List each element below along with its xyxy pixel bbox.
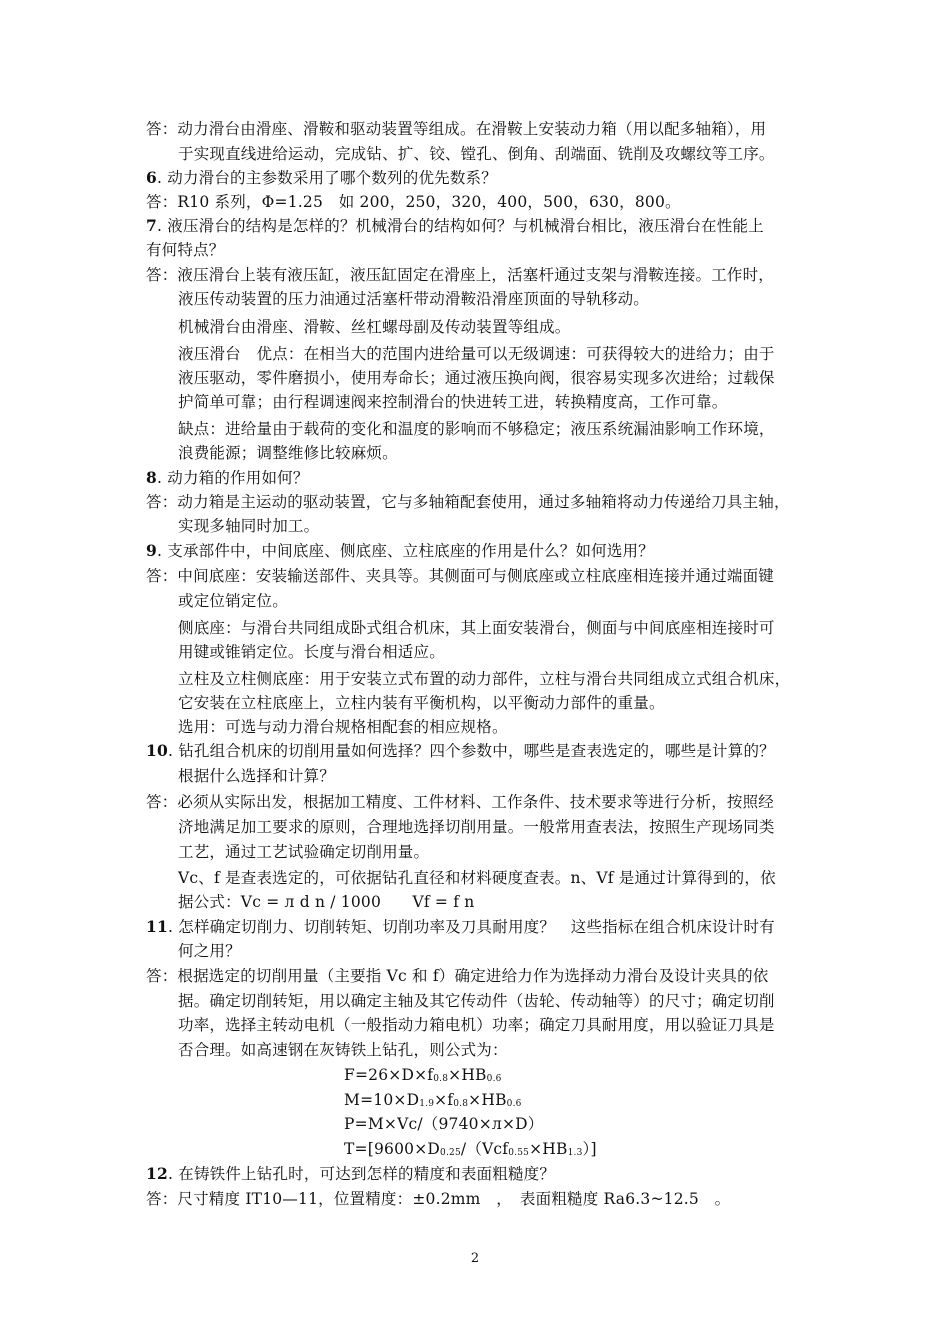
- question-line: 有何特点？: [146, 241, 225, 259]
- answer-line: 济地满足加工要求的原则，合理地选择切削用量。一般常用查表法，按照生产现场同类: [178, 818, 775, 836]
- formula-tool-life: $T=[9600\times D_{0.25}/(Vcf_{0.55}\times HB_{1.3})]$: [344, 1140, 597, 1158]
- answer-line: 液压驱动，零件磨损小，使用寿命长；通过液压换向阀，很容易实现多次进给；过载保: [178, 369, 775, 387]
- question-line: 何之用？: [178, 942, 241, 960]
- answer-line: Vc、f 是查表选定的，可依据钻孔直径和材料硬度查表。n、Vf 是通过计算得到的，依: [178, 869, 776, 887]
- answer-line: 立柱及立柱侧底座：用于安装立式布置的动力部件，立柱与滑台共同组成立式组合机床，: [178, 670, 791, 688]
- answer-line: 答：中间底座：安装输送部件、夹具等。其侧面可与侧底座或立柱底座相连接并通过端面键: [146, 567, 775, 585]
- answer-line: 侧底座：与滑台共同组成卧式组合机床，其上面安装滑台，侧面与中间底座相连接时可: [178, 619, 775, 637]
- answer-line: 答：动力箱是主运动的驱动装置，它与多轴箱配套使用，通过多轴箱将动力传递给刀具主轴，: [146, 493, 790, 511]
- formula-force: $F=26\times D\times f_{0.8}\times HB_{0.6}$: [344, 1066, 502, 1084]
- question-7: 7. 液压滑台的结构是怎样的？机械滑台的结构如何？与机械滑台相比，液压滑台在性能上: [146, 216, 764, 235]
- answer-line: 浪费能源；调整维修比较麻烦。: [178, 444, 398, 462]
- question-line: 根据什么选择和计算？: [178, 767, 336, 785]
- page-number: 2: [470, 1251, 480, 1266]
- answer-line: 护简单可靠；由行程调速阀来控制滑台的快进转工进，转换精度高，工作可靠。: [178, 393, 728, 411]
- question-12: 12. 在铸铁件上钻孔时，可达到怎样的精度和表面粗糙度？: [146, 1164, 556, 1183]
- answer-line: 用键或锥销定位。长度与滑台相适应。: [178, 643, 445, 661]
- formula-torque: $M=10\times D_{1.9}\times f_{0.8}\times HB_{0.6}$: [344, 1091, 522, 1109]
- answer-line: 答：必须从实际出发，根据加工精度、工件材料、工作条件、技术要求等进行分析，按照经: [146, 793, 775, 811]
- answer-line: 选用：可选与动力滑台规格相配套的相应规格。: [178, 718, 508, 736]
- answer-line: 实现多轴同时加工。: [178, 517, 320, 535]
- answer-line: 于实现直线进给运动，完成钻、扩、铰、镗孔、倒角、刮端面、铣削及攻螺纹等工序。: [178, 145, 775, 163]
- answer-line: 答：动力滑台由滑座、滑鞍和驱动装置等组成。在滑鞍上安装动力箱（用以配多轴箱），用: [146, 120, 767, 138]
- answer-line: 工艺，通过工艺试验确定切削用量。: [178, 843, 430, 861]
- question-10: 10. 钻孔组合机床的切削用量如何选择？四个参数中，哪些是查表选定的，哪些是计算的？: [146, 741, 775, 760]
- answer-line: 否合理。如高速钢在灰铸铁上钻孔，则公式为：: [178, 1041, 508, 1059]
- answer-line: 据。确定切削转矩，用以确定主轴及其它传动件（齿轮、传动轴等）的尺寸；确定切削: [178, 992, 775, 1010]
- answer-line: 据公式：Vc = л d n / 1000 Vf = f n: [178, 893, 475, 911]
- answer-line: 液压滑台 优点：在相当大的范围内进给量可以无级调速：可获得较大的进给力；由于: [178, 345, 775, 363]
- answer-line: 答：R10 系列，Φ=1.25 如 200，250，320，400，500，630，800。: [146, 193, 681, 211]
- answer-line: 液压传动装置的压力油通过活塞杆带动滑鞍沿滑座顶面的导轨移动。: [178, 290, 650, 308]
- answer-line: 功率，选择主转动电机（一般指动力箱电机）功率；确定刀具耐用度，用以验证刀具是: [178, 1016, 775, 1034]
- answer-line: 答：根据选定的切削用量（主要指 Vc 和 f）确定进给力作为选择动力滑台及设计夹具的依: [146, 967, 769, 985]
- formula-power: P=M×Vc/（9740×л×D）: [344, 1115, 544, 1133]
- question-11: 11. 怎样确定切削力、切削转矩、切削功率及刀具耐用度？ 这些指标在组合机床设计时有: [146, 917, 775, 936]
- answer-line: 答：尺寸精度 IT10—11，位置精度：±0.2mm ， 表面粗糙度 Ra6.3~12.5 。: [146, 1190, 731, 1208]
- answer-line: 机械滑台由滑座、滑鞍、丝杠螺母副及传动装置等组成。: [178, 318, 571, 336]
- question-9: 9. 支承部件中，中间底座、侧底座、立柱底座的作用是什么？如何选用？: [146, 541, 654, 560]
- question-8: 8. 动力箱的作用如何？: [146, 468, 309, 487]
- question-6: 6. 动力滑台的主参数采用了哪个数列的优先数系？: [146, 168, 497, 187]
- answer-line: 答：液压滑台上装有液压缸，液压缸固定在滑座上，活塞杆通过支架与滑鞍连接。工作时，: [146, 266, 775, 284]
- answer-line: 缺点：进给量由于载荷的变化和温度的影响而不够稳定；液压系统漏油影响工作环境，: [178, 420, 775, 438]
- answer-line: 或定位销定位。: [178, 592, 288, 610]
- answer-line: 它安装在立柱底座上，立柱内装有平衡机构，以平衡动力部件的重量。: [178, 694, 665, 712]
